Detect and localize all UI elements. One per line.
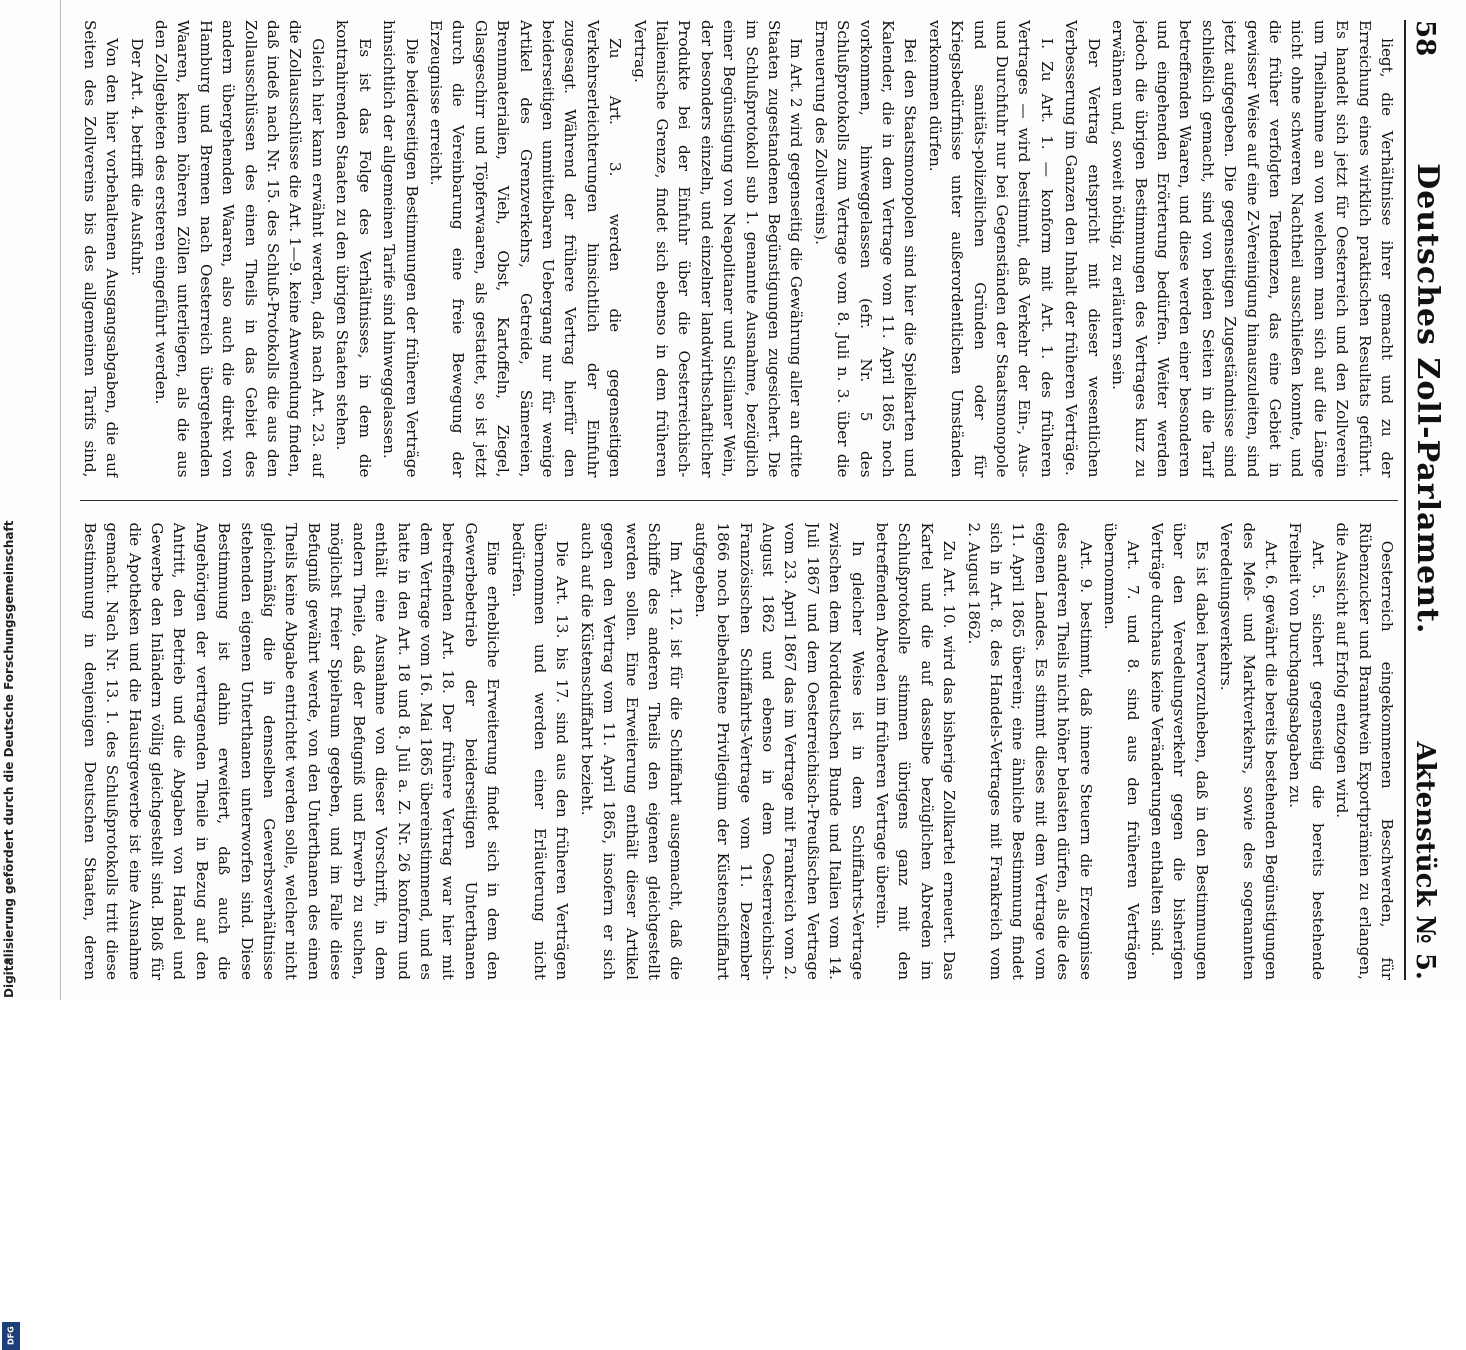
paragraph: I. Zu Art. 1. — konform mit Art. 1. des früheren Vertrages — wird bestimmt, daß Verkehr der Ein-, Aus- und Durchfuhr nur bei Gegenständen der Staatsmonopole und sanitäts-polizeilichen Gründen oder für Kriegsbedürfnisse unter außerordentlichen Umständen verkommen dürfen. xyxy=(925,20,1056,478)
column-divider xyxy=(80,500,1398,501)
paragraph: Im Art. 2 wird gegenseitig die Gewährung aller an dritte Staaten zugestandenen Begünstigungen zugesichert. Die im Schlußprotokoll sub 1. genannte Ausnahme, bezüglich einer Begünstigung von Neapolitaner und Sicilianer Wein, der besonders einzeln, und einzelner landwirthschaftlicher Produkte bei der Einfuhr über die Oesterreichisch-Italienische Grenze, findet sich ebenso in dem früheren Vertrag. xyxy=(630,20,806,478)
text-column-left xyxy=(80,20,1398,478)
paragraph: In gleicher Weise ist in dem Schiffahrts-Vertrage zwischen dem Norddeutschen Bunde und Italien vom 14. Juli 1867 und dem Oesterreichisch-Preußischen Vertrage vom 23. April 1867 das im Vertrage mit Frankreich vom 2. August 1862 und ebenso in dem Oesterreichisch-Französischen Schiffahrts-Vertrage vom 11. Dezember 1866 noch beibehaltene Privilegium der Küstenschiffahrt aufgegeben. xyxy=(691,522,867,980)
page-number: 58 xyxy=(1410,20,1440,57)
paragraph: Oesterreich eingekommenen Beschwerden, für Rübenzucker und Branntwein Exportprämien zu erlangen, die Aussicht auf Erfolg entzogen wird. xyxy=(1333,522,1396,980)
paragraph: liegt, die Verhältnisse ihrer gemacht und zu der Erreichung eines wirklich praktischen Resultats geführt. Es handelt sich jetzt für Oesterreich und den Zollverein um Theilnahme an von welchem man sich auf die Länge nicht ohne schweren Nachtheil ausschließen konnte, und die früher verfolgten Tendenzen, das eine Gebiet in gewisser Weise auf eine Z-Vereinigung hinauszuleiten, sind jetzt aufgegeben. Die gegenseitigen Zugeständnisse sind schließlich gemacht, sind von beiden Seiten in die Tarif betreffenden Waaren, und diese werden einer besonderen und eingehenden Erörterung bedürfen. Weiter werden jedoch die übrigen Bestimmungen des Vertrages kurz zu erwähnen und, soweit nöthig, zu erläutern sein. xyxy=(1109,20,1396,478)
paragraph: Gleich hier kann erwähnt werden, daß nach Art. 23. auf die Zollausschlüsse die Art. 1—9. keine Anwendung finden, daß indeß nach Nr. 15. des Schluß-Protokolls die aus den Zollausschlüssen des einen Theils in das Gebiet des andern übergehenden Waaren, also auch die direkt von Hamburg und Bremen nach Oesterreich übergehenden Waaren, keinen höheren Zöllen unterliegen, als die aus den Zollgebieten des ersteren eingeführt werden. xyxy=(152,20,327,478)
paragraph: Es ist das Folge des Verhältnisses, in dem die kontrahirenden Staaten zu den übrigen Staaten stehen. xyxy=(333,20,374,478)
paragraph: Eine erhebliche Erweiterung findet sich in dem den Gewerbebetrieb der beiderseitigen Unterthanen betreffenden Art. 18. Der frühere Vertrag war hier mit dem Vertrage vom 16. Mai 1865 übereinstimmend, und es hatte in den Art. 18 und 8. Juli a. Z. Nr. 26 konform und enthält eine Ausnahme von dieser Vorschrift, in dem andern Theile, daß der Befugniß und Erwerb zu suchen, möglichst freier Spielraum gegeben, und im Falle diese Befugniß gewährt werde, von den Unterthanen des einen Theils keine Abgabe entrichtet werden solle, welcher nicht gleichmäßig die in demselben Gewerbsverhältnisse stehenden eigenen Unterthanen unterworfen sind. Diese Bestimmung ist dahin erweitert, daß auch die Angehörigen der vertragenden Theile in Bezug auf den Antritt, den Betrieb und die Abgaben von Handel und Gewerbe den Inländern völlig gleichgestellt sind. Bloß für die Apotheken und die Hausirgewerbe ist eine Ausnahme gemacht. Nach Nr. 13. 1. des Schlußprotokolls tritt diese Bestimmung in denjenigen Deutschen Staaten, deren xyxy=(80,522,503,980)
attachment-label: Aktenstück № 5. xyxy=(1410,741,1440,980)
paragraph: Art. 5. sichert gegenseitig die bereits bestehende Freiheit von Durchgangsabgaben zu. xyxy=(1286,522,1327,980)
paragraph: Art. 6. gewährt die bereits bestehenden Begünstigungen des Meß- und Marktverkehrs, sowie des sogenannten Veredelungsverkehrs. xyxy=(1217,522,1280,980)
page-edge xyxy=(60,0,61,1000)
paragraph: Die Art. 13. bis 17. sind aus den früheren Verträgen übernommen und werden einer Erläuterung nicht bedürfen. xyxy=(508,522,572,980)
paragraph: Die beiderseitigen Bestimmungen der früheren Verträge hinsichtlich der allgemeinen Tarife sind hinweggelassen. xyxy=(380,20,421,478)
text-columns xyxy=(80,20,1398,980)
page-header xyxy=(1404,20,1450,980)
footer-strip xyxy=(0,360,22,1346)
paragraph: Zu Art. 3. werden die gegenseitigen Verkehrserleichterungen hinsichtlich der Einfuhr zugesagt. Während der frühere Vertrag hierfür den beiderseitigen unmittelbaren Uebergang nur für wenige Artikel des Grenzverkehrs, Getreide, Sämereien, Brennmaterialien, Vieh, Obst, Kartoffeln, Ziegel, Glasgeschirr und Töpferwaaren, als gestattet, so ist jetzt durch die Vereinbarung eine freie Bewegung der Erzeugnisse erreicht. xyxy=(426,20,625,478)
rotated-sheet xyxy=(70,0,1450,1000)
page-title: Deutsches Zoll-Parlament. xyxy=(1410,163,1445,635)
text-column-right xyxy=(80,523,1398,981)
paragraph: Der Vertrag entspricht mit dieser wesentlichen Verbesserung im Ganzen den Inhalt der früheren Verträge. xyxy=(1062,20,1103,478)
paragraph: Es ist dabei hervorzuheben, daß in den Bestimmungen über den Veredelungsverkehr gegen die bisherigen Verträge durchaus keine Veränderungen enthalten sind. xyxy=(1147,522,1211,980)
paragraph: Art. 7. und 8. sind aus den früheren Verträgen übernommen. xyxy=(1101,522,1142,980)
paragraph: Art. 9. bestimmt, daß innere Steuern die Erzeugnisse des anderen Theils nicht höher belasten dürfen, als die des eigenen Landes. Es stimmt dieses mit dem Vertrage vom 11. April 1865 überein; eine ähnliche Bestimmung findet sich in Art. 8. des Handels-Vertrages mit Frankreich vom 2. August 1862. xyxy=(964,522,1095,980)
paragraph: Von den hier vorbehaltenen Ausgangsabgaben, die auf Seiten des Zollvereins bis des allgemeinen Tarifs sind, xyxy=(80,20,122,478)
paragraph: Zu Art. 10. wird das bisherige Zollkartel erneuert. Das Kartel und die auf dasselbe bezüglichen Abreden im Schlußprotokolle stimmen übrigens ganz mit den betreffenden Abreden im früheren Vertrage überein. xyxy=(873,522,959,980)
paragraph: Im Art. 12. ist für die Schiffahrt ausgemacht, daß die Schiffe des anderen Theils den eigenen gleichgestellt werden sollen. Eine Erweiterung enthält dieser Artikel gegen den Vertrag vom 11. April 1865, insofern er sich auch auf die Küstenschiffahrt bezieht. xyxy=(577,522,686,980)
paragraph: Bei den Staatsmonopolen sind hier die Spielkarten und Kalender, die in dem Vertrage vom 11. April 1865 noch vorkommen, hinweggelassen (efr. Nr. 5 des Schlußprotokolls zum Vertrage vom 8. Juli n. 3. über die Erneuerung des Zollvereins). xyxy=(811,20,920,478)
dfg-logo-icon: DFG xyxy=(2,1322,20,1350)
paragraph: Der Art. 4. betrifft die Ausfuhr. xyxy=(127,38,146,276)
digitization-credit: Digitalisierung gefördert durch die Deutsche Forschungsgemeinschaft xyxy=(2,520,16,998)
